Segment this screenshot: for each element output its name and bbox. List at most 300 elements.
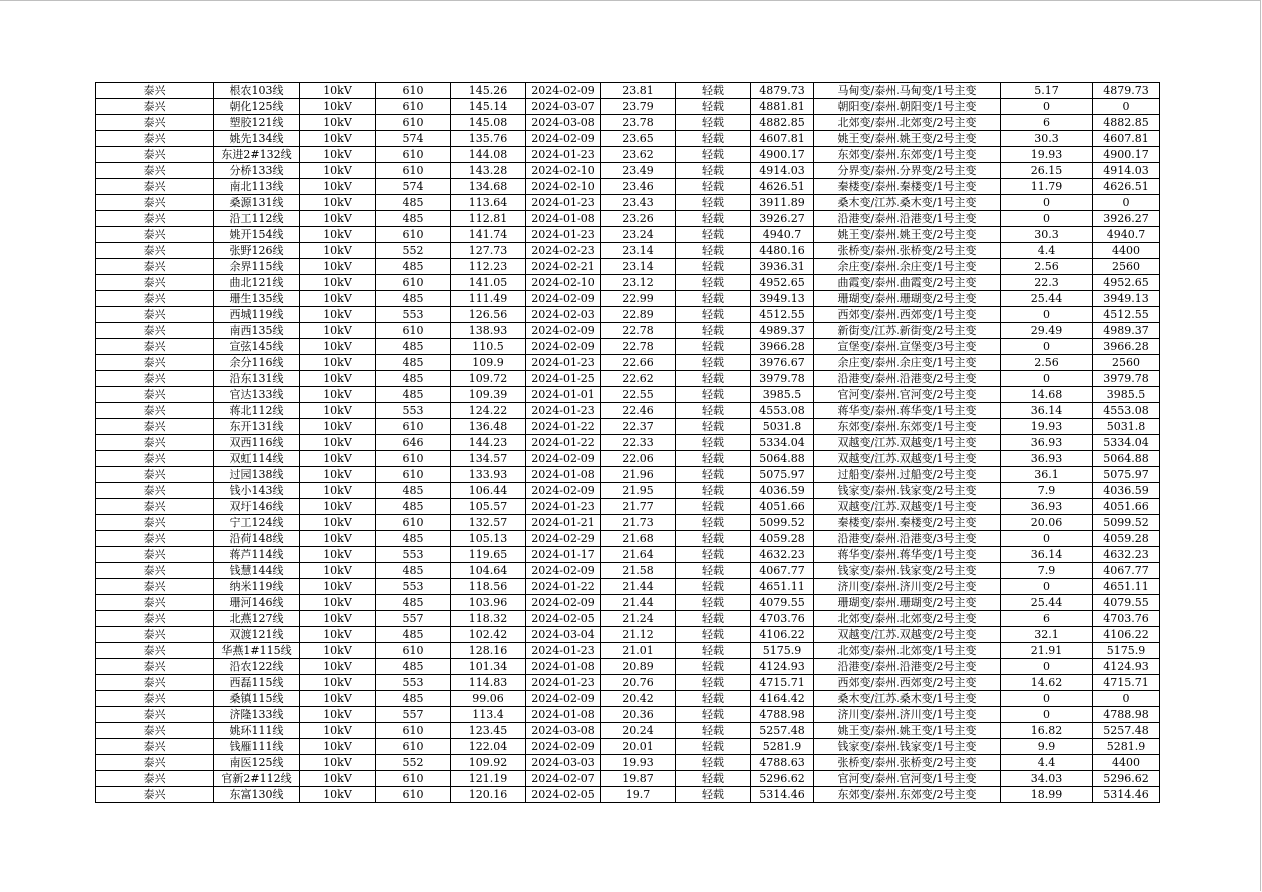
capacity-cell: 610 xyxy=(376,467,451,483)
capacity-cell: 485 xyxy=(376,211,451,227)
transformer-load-cell: 2.56 xyxy=(1001,259,1093,275)
load-rate-cell: 20.42 xyxy=(601,691,676,707)
value-cell: 4400 xyxy=(1093,243,1160,259)
power-cell: 4900.17 xyxy=(751,147,814,163)
status-cell: 轻载 xyxy=(676,675,751,691)
voltage-cell: 10kV xyxy=(300,115,376,131)
line-name-cell: 沿工112线 xyxy=(214,211,300,227)
current-cell: 109.9 xyxy=(451,355,526,371)
date-cell: 2024-02-09 xyxy=(526,739,601,755)
line-name-cell: 张野126线 xyxy=(214,243,300,259)
transformer-cell: 余庄变/泰州.余庄变/1号主变 xyxy=(814,259,1001,275)
region-cell: 泰兴 xyxy=(96,691,214,707)
line-name-cell: 宣弦145线 xyxy=(214,339,300,355)
power-cell: 4553.08 xyxy=(751,403,814,419)
voltage-cell: 10kV xyxy=(300,147,376,163)
capacity-cell: 485 xyxy=(376,339,451,355)
status-cell: 轻载 xyxy=(676,691,751,707)
transformer-cell: 过船变/泰州.过船变/2号主变 xyxy=(814,467,1001,483)
status-cell: 轻载 xyxy=(676,115,751,131)
value-cell: 5099.52 xyxy=(1093,515,1160,531)
load-rate-cell: 19.93 xyxy=(601,755,676,771)
status-cell: 轻载 xyxy=(676,659,751,675)
transformer-cell: 新街变/江苏.新街变/2号主变 xyxy=(814,323,1001,339)
load-rate-cell: 23.26 xyxy=(601,211,676,227)
line-name-cell: 曲北121线 xyxy=(214,275,300,291)
transformer-cell: 沿港变/泰州.沿港变/2号主变 xyxy=(814,659,1001,675)
load-rate-cell: 20.89 xyxy=(601,659,676,675)
table-row xyxy=(96,563,1160,579)
power-cell: 5334.04 xyxy=(751,435,814,451)
transformer-cell: 官河变/泰州.官河变/2号主变 xyxy=(814,387,1001,403)
current-cell: 128.16 xyxy=(451,643,526,659)
region-cell: 泰兴 xyxy=(96,259,214,275)
value-cell: 4651.11 xyxy=(1093,579,1160,595)
date-cell: 2024-01-23 xyxy=(526,403,601,419)
region-cell: 泰兴 xyxy=(96,131,214,147)
current-cell: 122.04 xyxy=(451,739,526,755)
transformer-load-cell: 16.82 xyxy=(1001,723,1093,739)
capacity-cell: 610 xyxy=(376,451,451,467)
table-row xyxy=(96,195,1160,211)
date-cell: 2024-02-09 xyxy=(526,339,601,355)
load-rate-cell: 22.78 xyxy=(601,339,676,355)
voltage-cell: 10kV xyxy=(300,451,376,467)
table-row xyxy=(96,755,1160,771)
transformer-cell: 东郊变/泰州.东郊变/2号主变 xyxy=(814,787,1001,803)
voltage-cell: 10kV xyxy=(300,259,376,275)
region-cell: 泰兴 xyxy=(96,291,214,307)
transformer-cell: 双越变/江苏.双越变/1号主变 xyxy=(814,435,1001,451)
voltage-cell: 10kV xyxy=(300,595,376,611)
current-cell: 133.93 xyxy=(451,467,526,483)
load-rate-cell: 23.24 xyxy=(601,227,676,243)
current-cell: 134.57 xyxy=(451,451,526,467)
capacity-cell: 553 xyxy=(376,675,451,691)
table-row xyxy=(96,723,1160,739)
power-cell: 3949.13 xyxy=(751,291,814,307)
transformer-cell: 双越变/江苏.双越变/1号主变 xyxy=(814,451,1001,467)
power-cell: 4952.65 xyxy=(751,275,814,291)
line-name-cell: 西磊115线 xyxy=(214,675,300,691)
date-cell: 2024-03-08 xyxy=(526,115,601,131)
value-cell: 4632.23 xyxy=(1093,547,1160,563)
voltage-cell: 10kV xyxy=(300,739,376,755)
value-cell: 5064.88 xyxy=(1093,451,1160,467)
capacity-cell: 485 xyxy=(376,195,451,211)
value-cell: 2560 xyxy=(1093,355,1160,371)
capacity-cell: 485 xyxy=(376,531,451,547)
region-cell: 泰兴 xyxy=(96,547,214,563)
region-cell: 泰兴 xyxy=(96,355,214,371)
power-cell: 4940.7 xyxy=(751,227,814,243)
value-cell: 4788.98 xyxy=(1093,707,1160,723)
line-name-cell: 过园138线 xyxy=(214,467,300,483)
line-name-cell: 东进2#132线 xyxy=(214,147,300,163)
transformer-load-cell: 0 xyxy=(1001,307,1093,323)
voltage-cell: 10kV xyxy=(300,787,376,803)
power-cell: 5064.88 xyxy=(751,451,814,467)
current-cell: 118.32 xyxy=(451,611,526,627)
line-name-cell: 双渡121线 xyxy=(214,627,300,643)
load-table xyxy=(95,82,1160,803)
power-cell: 4124.93 xyxy=(751,659,814,675)
voltage-cell: 10kV xyxy=(300,643,376,659)
status-cell: 轻载 xyxy=(676,739,751,755)
power-cell: 4914.03 xyxy=(751,163,814,179)
current-cell: 112.81 xyxy=(451,211,526,227)
current-cell: 145.14 xyxy=(451,99,526,115)
value-cell: 4400 xyxy=(1093,755,1160,771)
date-cell: 2024-02-10 xyxy=(526,275,601,291)
line-name-cell: 宁工124线 xyxy=(214,515,300,531)
power-cell: 4715.71 xyxy=(751,675,814,691)
current-cell: 119.65 xyxy=(451,547,526,563)
date-cell: 2024-02-03 xyxy=(526,307,601,323)
status-cell: 轻载 xyxy=(676,435,751,451)
load-rate-cell: 22.06 xyxy=(601,451,676,467)
value-cell: 4940.7 xyxy=(1093,227,1160,243)
current-cell: 143.28 xyxy=(451,163,526,179)
load-rate-cell: 23.81 xyxy=(601,83,676,99)
status-cell: 轻载 xyxy=(676,371,751,387)
table-row xyxy=(96,99,1160,115)
value-cell: 3979.78 xyxy=(1093,371,1160,387)
value-cell: 3926.27 xyxy=(1093,211,1160,227)
line-name-cell: 珊河146线 xyxy=(214,595,300,611)
line-name-cell: 双西116线 xyxy=(214,435,300,451)
capacity-cell: 610 xyxy=(376,643,451,659)
transformer-cell: 姚王变/泰州.姚王变/1号主变 xyxy=(814,723,1001,739)
status-cell: 轻载 xyxy=(676,355,751,371)
value-cell: 4106.22 xyxy=(1093,627,1160,643)
line-name-cell: 钱慧144线 xyxy=(214,563,300,579)
region-cell: 泰兴 xyxy=(96,195,214,211)
table-row xyxy=(96,403,1160,419)
capacity-cell: 485 xyxy=(376,691,451,707)
status-cell: 轻载 xyxy=(676,163,751,179)
current-cell: 109.39 xyxy=(451,387,526,403)
table-row xyxy=(96,179,1160,195)
capacity-cell: 610 xyxy=(376,323,451,339)
status-cell: 轻载 xyxy=(676,387,751,403)
voltage-cell: 10kV xyxy=(300,355,376,371)
load-rate-cell: 23.62 xyxy=(601,147,676,163)
line-name-cell: 双圩146线 xyxy=(214,499,300,515)
voltage-cell: 10kV xyxy=(300,515,376,531)
table-row xyxy=(96,371,1160,387)
table-row xyxy=(96,659,1160,675)
table-row xyxy=(96,259,1160,275)
status-cell: 轻载 xyxy=(676,147,751,163)
load-rate-cell: 21.73 xyxy=(601,515,676,531)
region-cell: 泰兴 xyxy=(96,419,214,435)
table-row xyxy=(96,419,1160,435)
capacity-cell: 485 xyxy=(376,387,451,403)
voltage-cell: 10kV xyxy=(300,275,376,291)
transformer-load-cell: 0 xyxy=(1001,531,1093,547)
transformer-load-cell: 36.14 xyxy=(1001,403,1093,419)
current-cell: 109.72 xyxy=(451,371,526,387)
capacity-cell: 610 xyxy=(376,163,451,179)
load-rate-cell: 23.46 xyxy=(601,179,676,195)
region-cell: 泰兴 xyxy=(96,563,214,579)
region-cell: 泰兴 xyxy=(96,387,214,403)
load-rate-cell: 22.89 xyxy=(601,307,676,323)
transformer-load-cell: 30.3 xyxy=(1001,227,1093,243)
current-cell: 132.57 xyxy=(451,515,526,531)
current-cell: 101.34 xyxy=(451,659,526,675)
voltage-cell: 10kV xyxy=(300,547,376,563)
voltage-cell: 10kV xyxy=(300,243,376,259)
power-cell: 3926.27 xyxy=(751,211,814,227)
value-cell: 2560 xyxy=(1093,259,1160,275)
transformer-load-cell: 6 xyxy=(1001,115,1093,131)
table-row xyxy=(96,387,1160,403)
status-cell: 轻载 xyxy=(676,291,751,307)
date-cell: 2024-01-23 xyxy=(526,675,601,691)
date-cell: 2024-02-07 xyxy=(526,771,601,787)
capacity-cell: 610 xyxy=(376,227,451,243)
line-name-cell: 蒋北112线 xyxy=(214,403,300,419)
line-name-cell: 华燕1#115线 xyxy=(214,643,300,659)
table-row xyxy=(96,771,1160,787)
transformer-cell: 钱家变/泰州.钱家变/2号主变 xyxy=(814,563,1001,579)
value-cell: 4900.17 xyxy=(1093,147,1160,163)
region-cell: 泰兴 xyxy=(96,643,214,659)
transformer-load-cell: 30.3 xyxy=(1001,131,1093,147)
power-cell: 4881.81 xyxy=(751,99,814,115)
region-cell: 泰兴 xyxy=(96,579,214,595)
transformer-load-cell: 34.03 xyxy=(1001,771,1093,787)
date-cell: 2024-01-08 xyxy=(526,211,601,227)
status-cell: 轻载 xyxy=(676,755,751,771)
transformer-load-cell: 26.15 xyxy=(1001,163,1093,179)
status-cell: 轻载 xyxy=(676,195,751,211)
value-cell: 5281.9 xyxy=(1093,739,1160,755)
transformer-cell: 秦楼变/泰州.秦楼变/2号主变 xyxy=(814,515,1001,531)
power-cell: 4036.59 xyxy=(751,483,814,499)
transformer-cell: 蒋华变/泰州.蒋华变/1号主变 xyxy=(814,547,1001,563)
value-cell: 5075.97 xyxy=(1093,467,1160,483)
current-cell: 126.56 xyxy=(451,307,526,323)
current-cell: 103.96 xyxy=(451,595,526,611)
table-row xyxy=(96,115,1160,131)
region-cell: 泰兴 xyxy=(96,675,214,691)
load-rate-cell: 22.99 xyxy=(601,291,676,307)
region-cell: 泰兴 xyxy=(96,339,214,355)
load-rate-cell: 20.24 xyxy=(601,723,676,739)
status-cell: 轻载 xyxy=(676,211,751,227)
table-row xyxy=(96,211,1160,227)
line-name-cell: 余分116线 xyxy=(214,355,300,371)
region-cell: 泰兴 xyxy=(96,499,214,515)
capacity-cell: 552 xyxy=(376,755,451,771)
line-name-cell: 姚环111线 xyxy=(214,723,300,739)
transformer-cell: 姚王变/泰州.姚王变/2号主变 xyxy=(814,227,1001,243)
transformer-load-cell: 2.56 xyxy=(1001,355,1093,371)
current-cell: 124.22 xyxy=(451,403,526,419)
transformer-load-cell: 7.9 xyxy=(1001,483,1093,499)
date-cell: 2024-01-23 xyxy=(526,499,601,515)
voltage-cell: 10kV xyxy=(300,387,376,403)
capacity-cell: 610 xyxy=(376,147,451,163)
load-rate-cell: 21.44 xyxy=(601,595,676,611)
date-cell: 2024-02-29 xyxy=(526,531,601,547)
table-row xyxy=(96,547,1160,563)
value-cell: 4879.73 xyxy=(1093,83,1160,99)
transformer-load-cell: 21.91 xyxy=(1001,643,1093,659)
table-row xyxy=(96,147,1160,163)
line-name-cell: 桑镇115线 xyxy=(214,691,300,707)
load-rate-cell: 23.79 xyxy=(601,99,676,115)
voltage-cell: 10kV xyxy=(300,227,376,243)
table-row xyxy=(96,163,1160,179)
transformer-load-cell: 0 xyxy=(1001,659,1093,675)
value-cell: 4989.37 xyxy=(1093,323,1160,339)
value-cell: 4059.28 xyxy=(1093,531,1160,547)
current-cell: 145.26 xyxy=(451,83,526,99)
voltage-cell: 10kV xyxy=(300,307,376,323)
power-cell: 5281.9 xyxy=(751,739,814,755)
voltage-cell: 10kV xyxy=(300,83,376,99)
transformer-load-cell: 0 xyxy=(1001,195,1093,211)
power-cell: 5296.62 xyxy=(751,771,814,787)
power-cell: 4626.51 xyxy=(751,179,814,195)
date-cell: 2024-03-08 xyxy=(526,723,601,739)
region-cell: 泰兴 xyxy=(96,179,214,195)
voltage-cell: 10kV xyxy=(300,131,376,147)
region-cell: 泰兴 xyxy=(96,275,214,291)
date-cell: 2024-02-09 xyxy=(526,131,601,147)
load-rate-cell: 21.68 xyxy=(601,531,676,547)
date-cell: 2024-01-23 xyxy=(526,227,601,243)
value-cell: 3966.28 xyxy=(1093,339,1160,355)
voltage-cell: 10kV xyxy=(300,195,376,211)
transformer-cell: 西郊变/泰州.西郊变/1号主变 xyxy=(814,307,1001,323)
status-cell: 轻载 xyxy=(676,531,751,547)
transformer-load-cell: 18.99 xyxy=(1001,787,1093,803)
transformer-load-cell: 0 xyxy=(1001,339,1093,355)
transformer-load-cell: 0 xyxy=(1001,371,1093,387)
transformer-load-cell: 19.93 xyxy=(1001,419,1093,435)
load-rate-cell: 19.7 xyxy=(601,787,676,803)
line-name-cell: 沿东131线 xyxy=(214,371,300,387)
transformer-load-cell: 32.1 xyxy=(1001,627,1093,643)
line-name-cell: 姚先134线 xyxy=(214,131,300,147)
transformer-cell: 分界变/泰州.分界变/2号主变 xyxy=(814,163,1001,179)
power-cell: 4651.11 xyxy=(751,579,814,595)
status-cell: 轻载 xyxy=(676,403,751,419)
table-row xyxy=(96,483,1160,499)
date-cell: 2024-01-17 xyxy=(526,547,601,563)
date-cell: 2024-01-22 xyxy=(526,435,601,451)
capacity-cell: 646 xyxy=(376,435,451,451)
date-cell: 2024-01-23 xyxy=(526,355,601,371)
load-rate-cell: 21.24 xyxy=(601,611,676,627)
power-cell: 4106.22 xyxy=(751,627,814,643)
voltage-cell: 10kV xyxy=(300,435,376,451)
voltage-cell: 10kV xyxy=(300,563,376,579)
transformer-cell: 双越变/江苏.双越变/1号主变 xyxy=(814,499,1001,515)
voltage-cell: 10kV xyxy=(300,499,376,515)
table-row xyxy=(96,515,1160,531)
date-cell: 2024-02-09 xyxy=(526,595,601,611)
voltage-cell: 10kV xyxy=(300,723,376,739)
date-cell: 2024-02-09 xyxy=(526,691,601,707)
region-cell: 泰兴 xyxy=(96,611,214,627)
power-cell: 4059.28 xyxy=(751,531,814,547)
current-cell: 121.19 xyxy=(451,771,526,787)
transformer-cell: 曲霞变/泰州.曲霞变/2号主变 xyxy=(814,275,1001,291)
voltage-cell: 10kV xyxy=(300,483,376,499)
region-cell: 泰兴 xyxy=(96,435,214,451)
transformer-cell: 钱家变/泰州.钱家变/2号主变 xyxy=(814,483,1001,499)
table-row xyxy=(96,579,1160,595)
load-rate-cell: 20.01 xyxy=(601,739,676,755)
transformer-cell: 珊瑚变/泰州.珊瑚变/2号主变 xyxy=(814,291,1001,307)
value-cell: 4512.55 xyxy=(1093,307,1160,323)
region-cell: 泰兴 xyxy=(96,627,214,643)
current-cell: 144.08 xyxy=(451,147,526,163)
load-rate-cell: 22.62 xyxy=(601,371,676,387)
load-rate-cell: 19.87 xyxy=(601,771,676,787)
power-cell: 4164.42 xyxy=(751,691,814,707)
status-cell: 轻载 xyxy=(676,339,751,355)
current-cell: 109.92 xyxy=(451,755,526,771)
date-cell: 2024-01-08 xyxy=(526,659,601,675)
date-cell: 2024-03-04 xyxy=(526,627,601,643)
capacity-cell: 553 xyxy=(376,579,451,595)
table-row xyxy=(96,643,1160,659)
line-name-cell: 分桥133线 xyxy=(214,163,300,179)
transformer-load-cell: 29.49 xyxy=(1001,323,1093,339)
current-cell: 105.13 xyxy=(451,531,526,547)
region-cell: 泰兴 xyxy=(96,163,214,179)
value-cell: 0 xyxy=(1093,195,1160,211)
capacity-cell: 485 xyxy=(376,499,451,515)
transformer-load-cell: 25.44 xyxy=(1001,291,1093,307)
status-cell: 轻载 xyxy=(676,243,751,259)
transformer-load-cell: 36.93 xyxy=(1001,435,1093,451)
transformer-load-cell: 19.93 xyxy=(1001,147,1093,163)
value-cell: 5031.8 xyxy=(1093,419,1160,435)
date-cell: 2024-01-08 xyxy=(526,707,601,723)
date-cell: 2024-02-09 xyxy=(526,83,601,99)
power-cell: 5075.97 xyxy=(751,467,814,483)
date-cell: 2024-01-23 xyxy=(526,643,601,659)
line-name-cell: 济隆133线 xyxy=(214,707,300,723)
transformer-cell: 西郊变/泰州.西郊变/2号主变 xyxy=(814,675,1001,691)
status-cell: 轻载 xyxy=(676,499,751,515)
capacity-cell: 574 xyxy=(376,179,451,195)
capacity-cell: 485 xyxy=(376,595,451,611)
region-cell: 泰兴 xyxy=(96,307,214,323)
transformer-cell: 北郊变/泰州.北郊变/2号主变 xyxy=(814,115,1001,131)
value-cell: 3985.5 xyxy=(1093,387,1160,403)
date-cell: 2024-02-05 xyxy=(526,611,601,627)
status-cell: 轻载 xyxy=(676,483,751,499)
table-row xyxy=(96,435,1160,451)
table-row xyxy=(96,131,1160,147)
load-rate-cell: 21.44 xyxy=(601,579,676,595)
capacity-cell: 610 xyxy=(376,83,451,99)
date-cell: 2024-02-10 xyxy=(526,179,601,195)
power-cell: 3966.28 xyxy=(751,339,814,355)
status-cell: 轻载 xyxy=(676,707,751,723)
date-cell: 2024-01-25 xyxy=(526,371,601,387)
date-cell: 2024-02-23 xyxy=(526,243,601,259)
